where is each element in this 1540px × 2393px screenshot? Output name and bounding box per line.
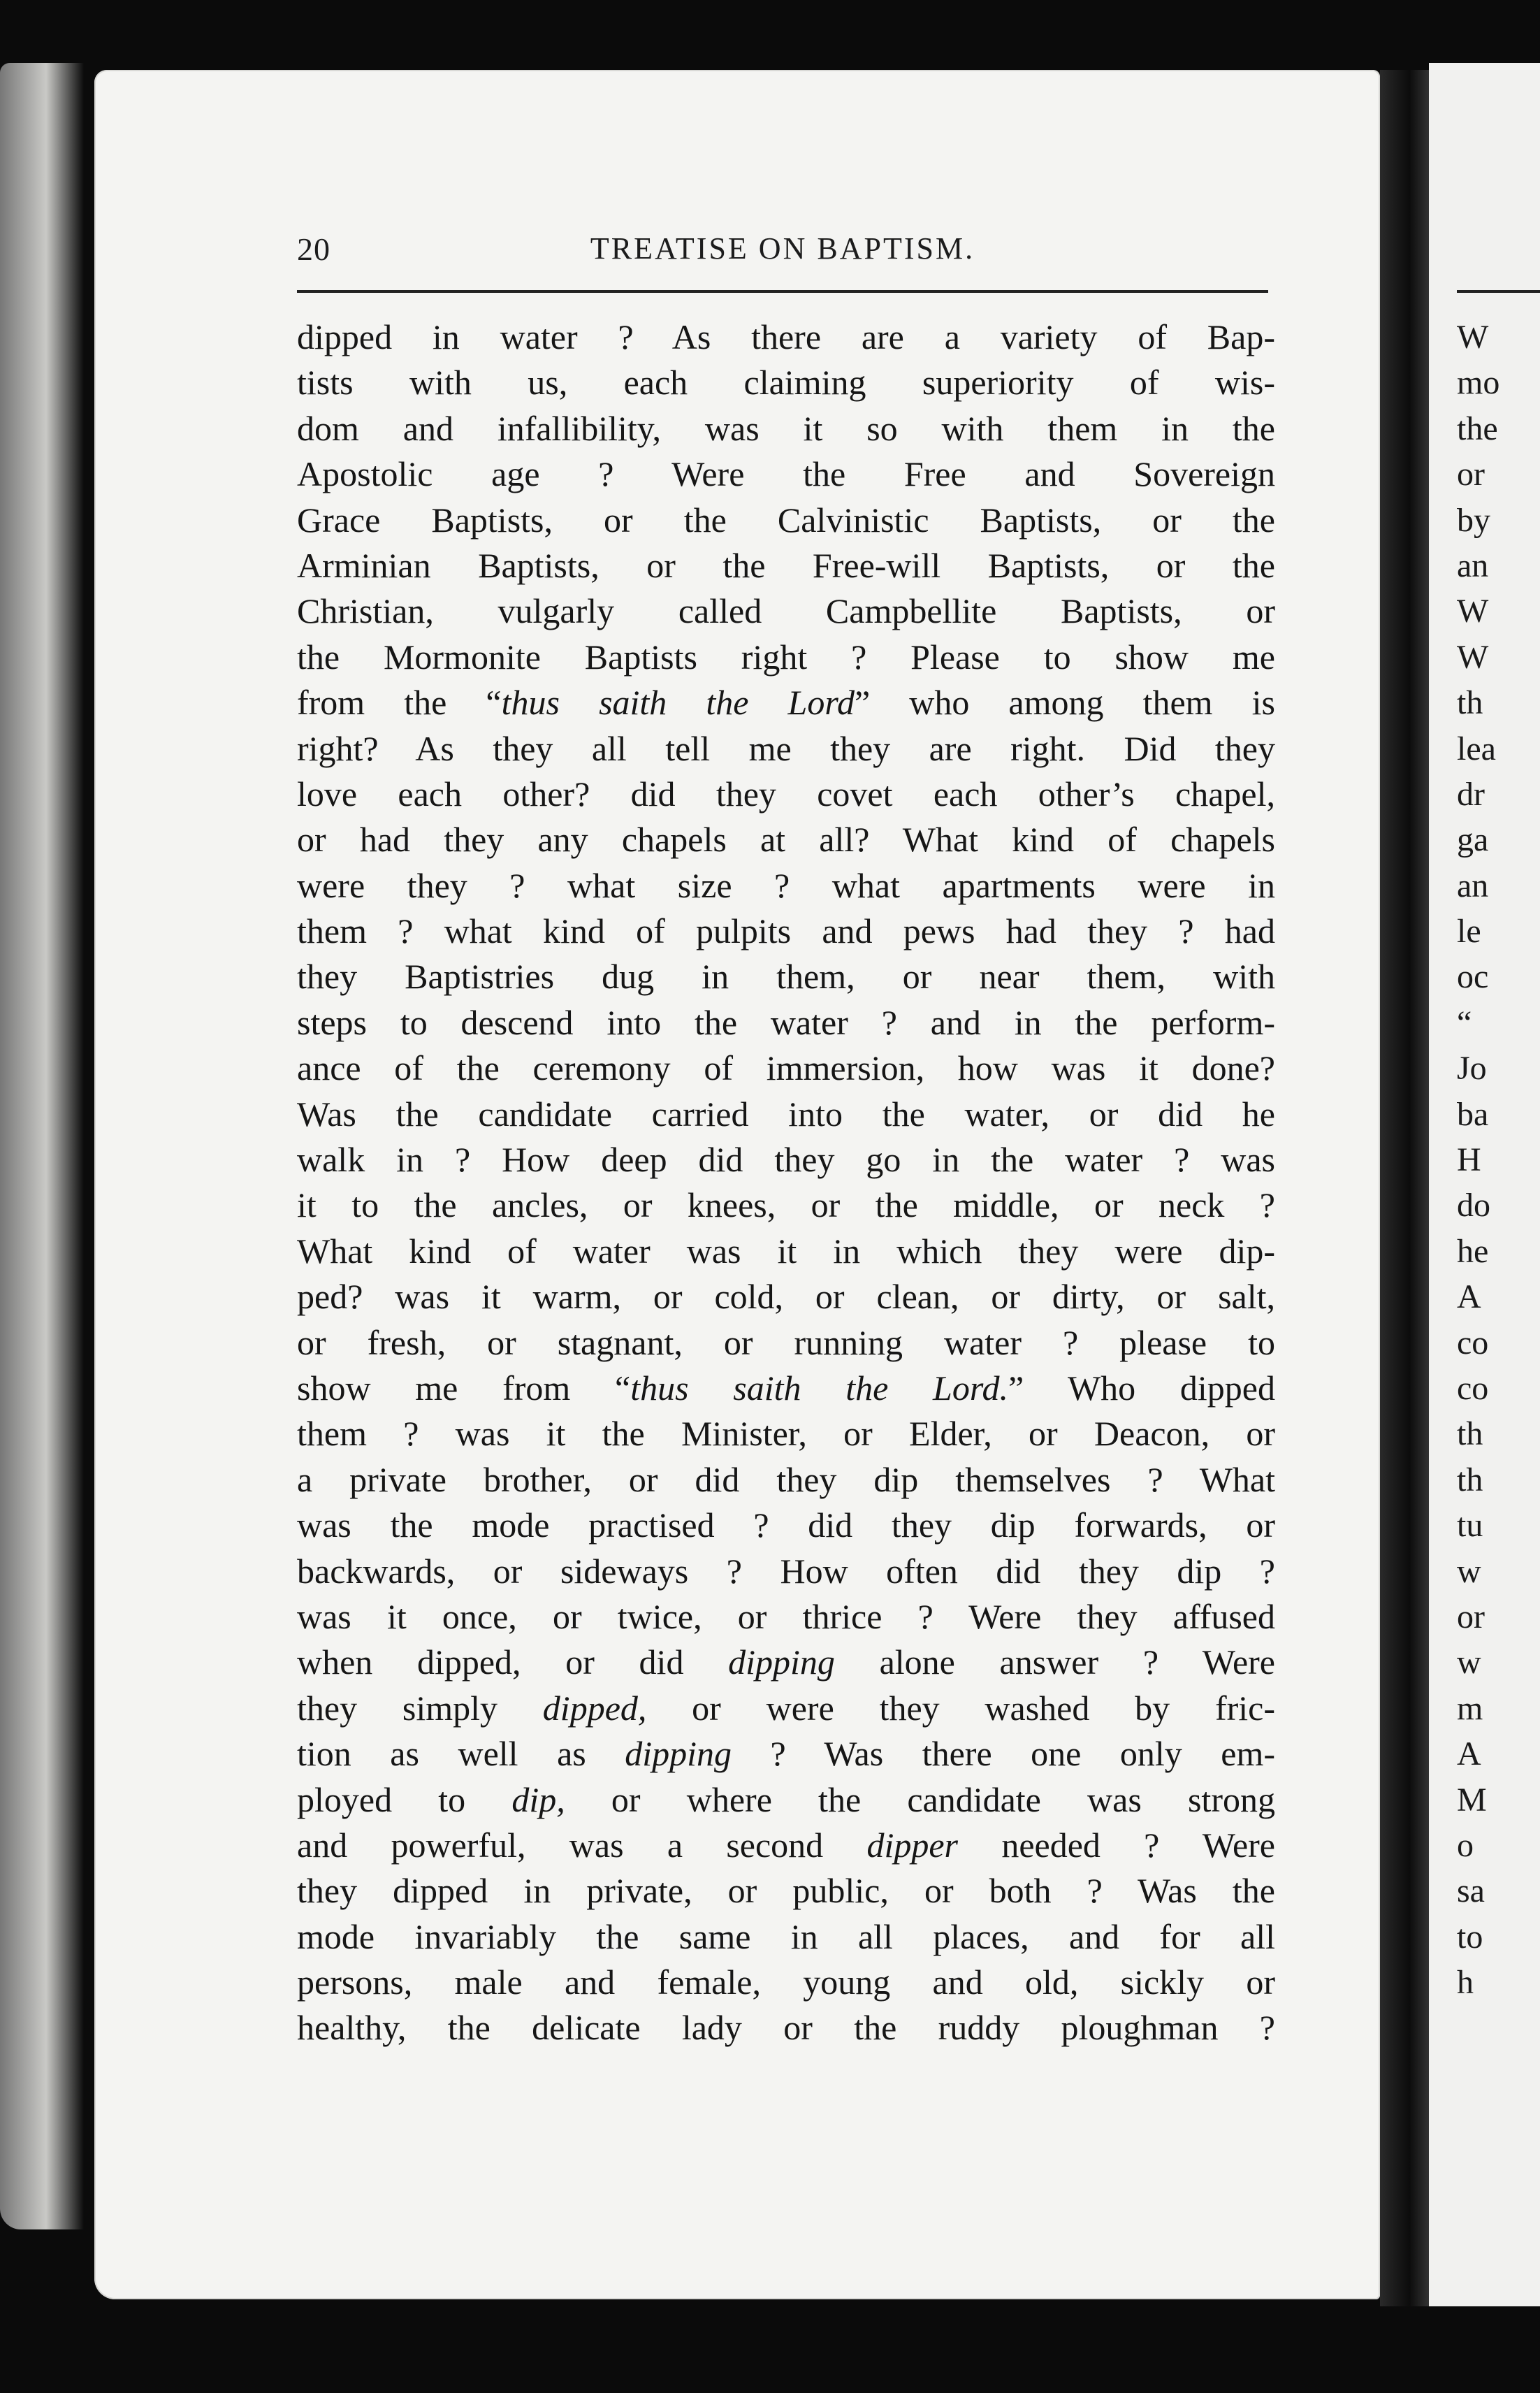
text-run: mode invariably the same in all places, and for all	[297, 1916, 1275, 1956]
right-page-fragment: th	[1457, 1461, 1483, 1498]
right-page-fragment: mo	[1457, 364, 1500, 402]
text-run: dipped in water ? As there are a variety of Bap-	[297, 317, 1275, 356]
text-run: was the mode practised ? did they dip forwards, or	[297, 1505, 1275, 1545]
page-header	[297, 231, 1268, 280]
text-line	[297, 1274, 1275, 1320]
text-run: persons, male and female, young and old, sickly or	[297, 1962, 1275, 2002]
right-page-fragment: to	[1457, 1918, 1483, 1955]
text-line	[297, 498, 1275, 543]
right-page-fragment: dr	[1457, 775, 1485, 813]
right-page-fragment: sa	[1457, 1872, 1485, 1910]
italic-phrase: thus saith the Lord.	[630, 1368, 1008, 1408]
right-page-fragment: do	[1457, 1187, 1490, 1224]
text-line	[297, 726, 1275, 772]
right-page-fragment: an	[1457, 867, 1489, 904]
text-line	[297, 543, 1275, 588]
right-page-fragment: le	[1457, 913, 1481, 950]
text-run: right? As they all tell me they are right. Did they	[297, 728, 1275, 768]
text-line	[297, 1549, 1275, 1594]
right-page-fragment: tu	[1457, 1507, 1483, 1545]
text-run: them ? was it the Minister, or Elder, or Deacon, or	[297, 1414, 1275, 1454]
text-run: it to the ancles, or knees, or the middle, or neck ?	[297, 1185, 1275, 1225]
text-line	[297, 360, 1275, 405]
text-run: ? Was there one only em-	[732, 1734, 1275, 1774]
italic-phrase: dip,	[511, 1779, 565, 1819]
text-line	[297, 1960, 1275, 2005]
text-line	[297, 1000, 1275, 1046]
text-run: needed ? Were	[958, 1825, 1275, 1865]
text-line	[297, 1457, 1275, 1503]
text-run: ped? was it warm, or cold, or clean, or dirty, or salt,	[297, 1277, 1275, 1317]
right-page-fragment: or	[1457, 456, 1485, 493]
right-page-fragment: lea	[1457, 730, 1496, 767]
header-rule	[297, 290, 1268, 293]
text-line	[297, 772, 1275, 817]
right-page-fragment: ga	[1457, 821, 1489, 859]
right-page-fragment: by	[1457, 501, 1490, 539]
text-line	[297, 1731, 1275, 1777]
text-run: Grace Baptists, or the Calvinistic Baptists, or the	[297, 500, 1275, 540]
text-line	[297, 1320, 1275, 1366]
italic-phrase: dipping	[625, 1734, 732, 1774]
right-page-fragment: h	[1457, 1964, 1474, 2002]
text-line	[297, 680, 1275, 725]
right-page-fragment: the	[1457, 410, 1498, 447]
text-run: Arminian Baptists, or the Free-will Baptists, or the	[297, 545, 1275, 585]
running-title: TREATISE ON BAPTISM.	[590, 231, 975, 266]
text-run: when dipped, or did	[297, 1642, 729, 1682]
text-line	[297, 817, 1275, 862]
text-run: they dipped in private, or public, or both ? Was the	[297, 1871, 1275, 1911]
text-line	[297, 1366, 1275, 1411]
italic-phrase: dipper	[866, 1825, 959, 1865]
text-run: were they ? what size ? what apartments were in	[297, 865, 1275, 905]
text-line	[297, 1411, 1275, 1456]
text-run: or where the candidate was strong	[565, 1779, 1275, 1819]
right-page-fragment: Jo	[1457, 1050, 1487, 1087]
text-line	[297, 1092, 1275, 1137]
text-line	[297, 2005, 1275, 2051]
right-page-fragment: H	[1457, 1141, 1481, 1179]
right-page-fragment: A	[1457, 1735, 1481, 1773]
right-page-fragment: M	[1457, 1781, 1487, 1819]
text-run: ” Who dipped	[1008, 1368, 1275, 1408]
text-run: walk in ? How deep did they go in the water ? was	[297, 1140, 1275, 1180]
text-run: Apostolic age ? Were the Free and Sovereign	[297, 454, 1275, 494]
right-page-fragment: A	[1457, 1278, 1481, 1316]
text-run: they Baptistries dug in them, or near them, with	[297, 957, 1275, 997]
right-page-fragment: oc	[1457, 958, 1489, 996]
text-run: from the “	[297, 683, 502, 723]
text-line	[297, 1229, 1275, 1274]
right-page-fragment: co	[1457, 1369, 1489, 1407]
text-run: ance of the ceremony of immersion, how was it done?	[297, 1048, 1275, 1088]
text-run: show me from “	[297, 1368, 631, 1408]
right-page-fragment: th	[1457, 1415, 1483, 1453]
right-page-fragment: o	[1457, 1826, 1474, 1864]
text-line	[297, 863, 1275, 909]
text-run: ployed to	[297, 1779, 512, 1819]
right-page-fragment: W	[1457, 593, 1489, 630]
page-number: 20	[297, 231, 330, 267]
text-line	[297, 1777, 1275, 1823]
text-line	[297, 1914, 1275, 1960]
text-line	[297, 1823, 1275, 1868]
right-page-rule	[1457, 290, 1540, 293]
text-run: ” who among them is	[854, 683, 1275, 723]
text-line	[297, 1594, 1275, 1640]
right-page-fragment: he	[1457, 1232, 1489, 1270]
text-line	[297, 1868, 1275, 1914]
text-line	[297, 315, 1275, 360]
text-line	[297, 909, 1275, 954]
right-page-fragment: th	[1457, 684, 1483, 722]
text-run: love each other? did they covet each other’s chapel,	[297, 774, 1275, 814]
text-run: tists with us, each claiming superiority of wis-	[297, 363, 1275, 403]
right-page-text	[1457, 315, 1540, 2005]
text-run: them ? what kind of pulpits and pews had they ? had	[297, 911, 1275, 951]
text-line	[297, 451, 1275, 497]
text-line	[297, 635, 1275, 680]
right-page-fragment: an	[1457, 547, 1489, 584]
text-run: they simply	[297, 1688, 543, 1728]
text-run: alone answer ? Were	[834, 1642, 1275, 1682]
body-text	[297, 315, 1275, 2051]
text-run: healthy, the delicate lady or the ruddy ploughman ?	[297, 2008, 1275, 2048]
right-page-fragment: ba	[1457, 1095, 1489, 1133]
text-run: steps to descend into the water ? and in the perform-	[297, 1002, 1275, 1042]
text-run: dom and infallibility, was it so with them in the	[297, 408, 1275, 448]
text-run: Was the candidate carried into the water, or did he	[297, 1094, 1275, 1134]
right-page-fragment: or	[1457, 1598, 1485, 1635]
right-page-fragment: W	[1457, 638, 1489, 676]
text-run: backwards, or sideways ? How often did they dip ?	[297, 1551, 1275, 1591]
right-page-fragment: w	[1457, 1644, 1481, 1682]
book-gutter	[1380, 70, 1429, 2306]
right-page-fragment: W	[1457, 319, 1489, 356]
text-line	[297, 1503, 1275, 1548]
text-run: or were they washed by fric-	[646, 1688, 1275, 1728]
text-line	[297, 1046, 1275, 1091]
right-page-fragment: m	[1457, 1689, 1483, 1727]
text-line	[297, 1183, 1275, 1228]
text-line	[297, 406, 1275, 451]
text-line	[297, 1137, 1275, 1183]
text-line	[297, 588, 1275, 634]
text-run: the Mormonite Baptists right ? Please to show me	[297, 637, 1275, 677]
text-run: a private brother, or did they dip themselves ? What	[297, 1459, 1275, 1499]
text-line	[297, 1640, 1275, 1685]
text-run: was it once, or twice, or thrice ? Were they affused	[297, 1596, 1275, 1636]
text-run: and powerful, was a second	[297, 1825, 867, 1865]
text-run: or fresh, or stagnant, or running water ? please to	[297, 1322, 1275, 1362]
italic-phrase: dipping	[728, 1642, 835, 1682]
right-page-fragment: w	[1457, 1552, 1481, 1590]
right-page-fragment: “	[1457, 1004, 1472, 1041]
binding-shadow	[0, 63, 84, 2229]
text-line	[297, 954, 1275, 999]
text-line	[297, 1686, 1275, 1731]
italic-phrase: dipped,	[542, 1688, 647, 1728]
right-page-fragment: co	[1457, 1324, 1489, 1361]
text-run: What kind of water was it in which they were dip-	[297, 1231, 1275, 1271]
text-run: or had they any chapels at all? What kind of chapels	[297, 820, 1275, 860]
italic-phrase: thus saith the Lord	[501, 683, 855, 723]
text-run: tion as well as	[297, 1734, 625, 1774]
text-run: Christian, vulgarly called Campbellite Baptists, or	[297, 591, 1275, 631]
